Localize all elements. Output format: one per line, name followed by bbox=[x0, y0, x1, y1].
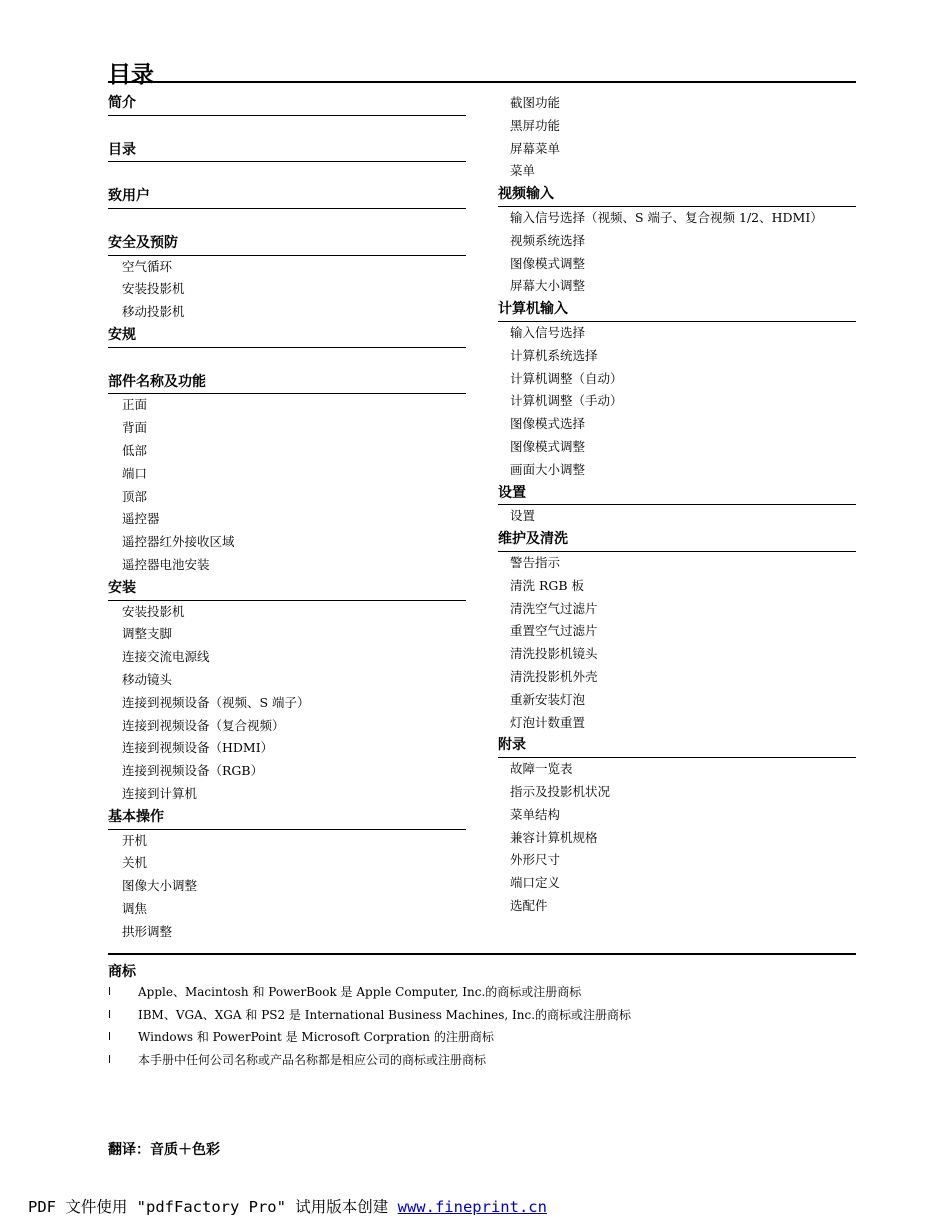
bullet-icon: l bbox=[108, 985, 112, 998]
footer-link[interactable]: www.fineprint.cn bbox=[397, 1198, 547, 1216]
toc-entry[interactable]: 外形尺寸 bbox=[510, 852, 561, 868]
toc-section-heading[interactable]: 目录 bbox=[108, 139, 466, 163]
trademark-list bbox=[108, 981, 856, 1071]
toc-entry[interactable]: 端口定义 bbox=[510, 875, 561, 891]
toc-entry[interactable]: 移动投影机 bbox=[122, 304, 185, 320]
page-title: 目录 bbox=[108, 61, 154, 88]
translator-credit: 翻译：音质＋色彩 bbox=[108, 1142, 220, 1158]
toc-entry[interactable]: 图像模式选择 bbox=[510, 416, 586, 432]
toc-entry[interactable]: 重置空气过滤片 bbox=[510, 623, 598, 639]
toc-entry[interactable]: 低部 bbox=[122, 442, 148, 458]
toc-entry[interactable]: 调焦 bbox=[122, 900, 148, 916]
toc-entry[interactable]: 指示及投影机状况 bbox=[510, 783, 611, 799]
toc-entry[interactable]: 兼容计算机规格 bbox=[510, 829, 598, 845]
toc-entry[interactable]: 端口 bbox=[122, 465, 148, 481]
toc-entry[interactable]: 空气循环 bbox=[122, 258, 173, 274]
toc-entry[interactable]: 关机 bbox=[122, 855, 148, 871]
toc-entry[interactable]: 屏幕大小调整 bbox=[510, 278, 586, 294]
toc-entry[interactable]: 故障一览表 bbox=[510, 761, 573, 777]
trademark-item bbox=[108, 1026, 856, 1049]
trademark-item bbox=[108, 981, 856, 1004]
toc-spacer bbox=[108, 209, 466, 232]
toc-section-heading[interactable]: 维护及清洗 bbox=[498, 528, 856, 552]
toc-entry[interactable]: 计算机系统选择 bbox=[510, 347, 598, 363]
bullet-icon: l bbox=[108, 1052, 112, 1066]
toc-entry[interactable]: 设置 bbox=[510, 508, 536, 524]
toc-entry[interactable]: 输入信号选择（视频、S 端子、复合视频 1/2、HDMI） bbox=[510, 209, 823, 225]
toc-entry[interactable]: 连接到视频设备（HDMI） bbox=[122, 740, 274, 756]
toc-entry[interactable]: 连接到计算机 bbox=[122, 785, 198, 801]
toc-section-heading[interactable]: 致用户 bbox=[108, 185, 466, 209]
toc-entry[interactable]: 重新安装灯泡 bbox=[510, 691, 586, 707]
toc-entry[interactable]: 遥控器 bbox=[122, 511, 160, 527]
toc-entry[interactable]: 清洗投影机外壳 bbox=[510, 668, 598, 684]
toc-entry[interactable]: 屏幕菜单 bbox=[510, 140, 561, 156]
toc-entry[interactable]: 灯泡计数重置 bbox=[510, 714, 586, 730]
toc-entry[interactable]: 计算机调整（自动） bbox=[510, 370, 623, 386]
toc-left-column bbox=[108, 92, 466, 943]
toc-entry[interactable]: 图像模式调整 bbox=[510, 255, 586, 271]
trademark-text: Apple、Macintosh 和 PowerBook 是 Apple Computer, Inc.的商标或注册商标 bbox=[138, 985, 582, 999]
toc-entry[interactable]: 遥控器红外接收区域 bbox=[122, 534, 235, 550]
toc-entry[interactable]: 背面 bbox=[122, 420, 148, 436]
footer-text: PDF 文件使用 "pdfFactory Pro" 试用版本创建 bbox=[28, 1198, 398, 1216]
toc-entry[interactable]: 截图功能 bbox=[510, 95, 561, 110]
title-rule bbox=[108, 81, 856, 83]
toc-entry[interactable]: 菜单结构 bbox=[510, 806, 561, 822]
toc-entry[interactable]: 图像大小调整 bbox=[122, 878, 198, 894]
toc-entry[interactable]: 调整支脚 bbox=[122, 626, 173, 642]
trademark-text: 本手册中任何公司名称或产品名称都是相应公司的商标或注册商标 bbox=[138, 1052, 487, 1067]
toc-entry[interactable]: 图像模式调整 bbox=[510, 438, 586, 454]
toc-entry[interactable]: 黑屏功能 bbox=[510, 117, 561, 133]
toc-entry[interactable]: 视频系统选择 bbox=[510, 232, 586, 248]
toc-entry[interactable]: 移动镜头 bbox=[122, 671, 173, 687]
trademark-divider bbox=[108, 953, 856, 955]
toc-entry[interactable]: 顶部 bbox=[122, 488, 148, 504]
toc-entry[interactable]: 遥控器电池安装 bbox=[122, 556, 210, 572]
toc-section-heading[interactable]: 部件名称及功能 bbox=[108, 371, 466, 395]
toc-entry[interactable]: 连接交流电源线 bbox=[122, 649, 210, 665]
toc-section-heading[interactable]: 计算机输入 bbox=[498, 298, 856, 322]
trademark-text: IBM、VGA、XGA 和 PS2 是 International Business Machines, Inc.的商标或注册商标 bbox=[138, 1007, 632, 1022]
toc-section-heading[interactable]: 简介 bbox=[108, 92, 466, 116]
toc-section-heading[interactable]: 基本操作 bbox=[108, 806, 466, 830]
trademark-item bbox=[108, 1004, 856, 1027]
toc-entry[interactable]: 连接到视频设备（视频、S 端子） bbox=[122, 694, 310, 710]
toc-section-heading[interactable]: 安规 bbox=[108, 324, 466, 348]
toc-entry[interactable]: 选配件 bbox=[510, 897, 548, 913]
toc-entry[interactable]: 安装投影机 bbox=[122, 603, 185, 619]
toc-entry[interactable]: 安装投影机 bbox=[122, 281, 185, 297]
toc-entry[interactable]: 开机 bbox=[122, 832, 148, 848]
toc-entry[interactable]: 正面 bbox=[122, 397, 148, 413]
toc-right-column bbox=[498, 92, 856, 918]
toc-spacer bbox=[108, 116, 466, 139]
toc-entry[interactable]: 菜单 bbox=[510, 163, 536, 179]
toc-entry[interactable]: 清洗 RGB 板 bbox=[510, 577, 585, 593]
toc-section-heading[interactable]: 安全及预防 bbox=[108, 232, 466, 256]
toc-spacer bbox=[108, 348, 466, 371]
trademark-heading: 商标 bbox=[108, 964, 136, 980]
toc-spacer bbox=[108, 162, 466, 185]
toc-entry[interactable]: 清洗投影机镜头 bbox=[510, 646, 598, 662]
toc-entry[interactable]: 清洗空气过滤片 bbox=[510, 600, 598, 616]
trademark-item bbox=[108, 1049, 856, 1072]
toc-section-heading[interactable]: 安装 bbox=[108, 577, 466, 601]
toc-section-heading[interactable]: 附录 bbox=[498, 734, 856, 758]
toc-entry[interactable]: 输入信号选择 bbox=[510, 324, 586, 340]
toc-entry[interactable]: 连接到视频设备（复合视频） bbox=[122, 717, 285, 733]
bullet-icon: l bbox=[108, 1007, 112, 1021]
toc-entry[interactable]: 计算机调整（手动） bbox=[510, 393, 623, 409]
toc-entry[interactable]: 拱形调整 bbox=[122, 923, 173, 939]
trademark-text: Windows 和 PowerPoint 是 Microsoft Corpration 的注册商标 bbox=[138, 1030, 494, 1044]
pdf-footer bbox=[28, 1195, 547, 1217]
toc-section-heading[interactable]: 设置 bbox=[498, 482, 856, 506]
toc-entry[interactable]: 画面大小调整 bbox=[510, 461, 586, 477]
toc-entry[interactable]: 警告指示 bbox=[510, 554, 561, 570]
bullet-icon: l bbox=[108, 1030, 112, 1043]
toc-section-heading[interactable]: 视频输入 bbox=[498, 183, 856, 207]
toc-entry[interactable]: 连接到视频设备（RGB） bbox=[122, 763, 264, 779]
